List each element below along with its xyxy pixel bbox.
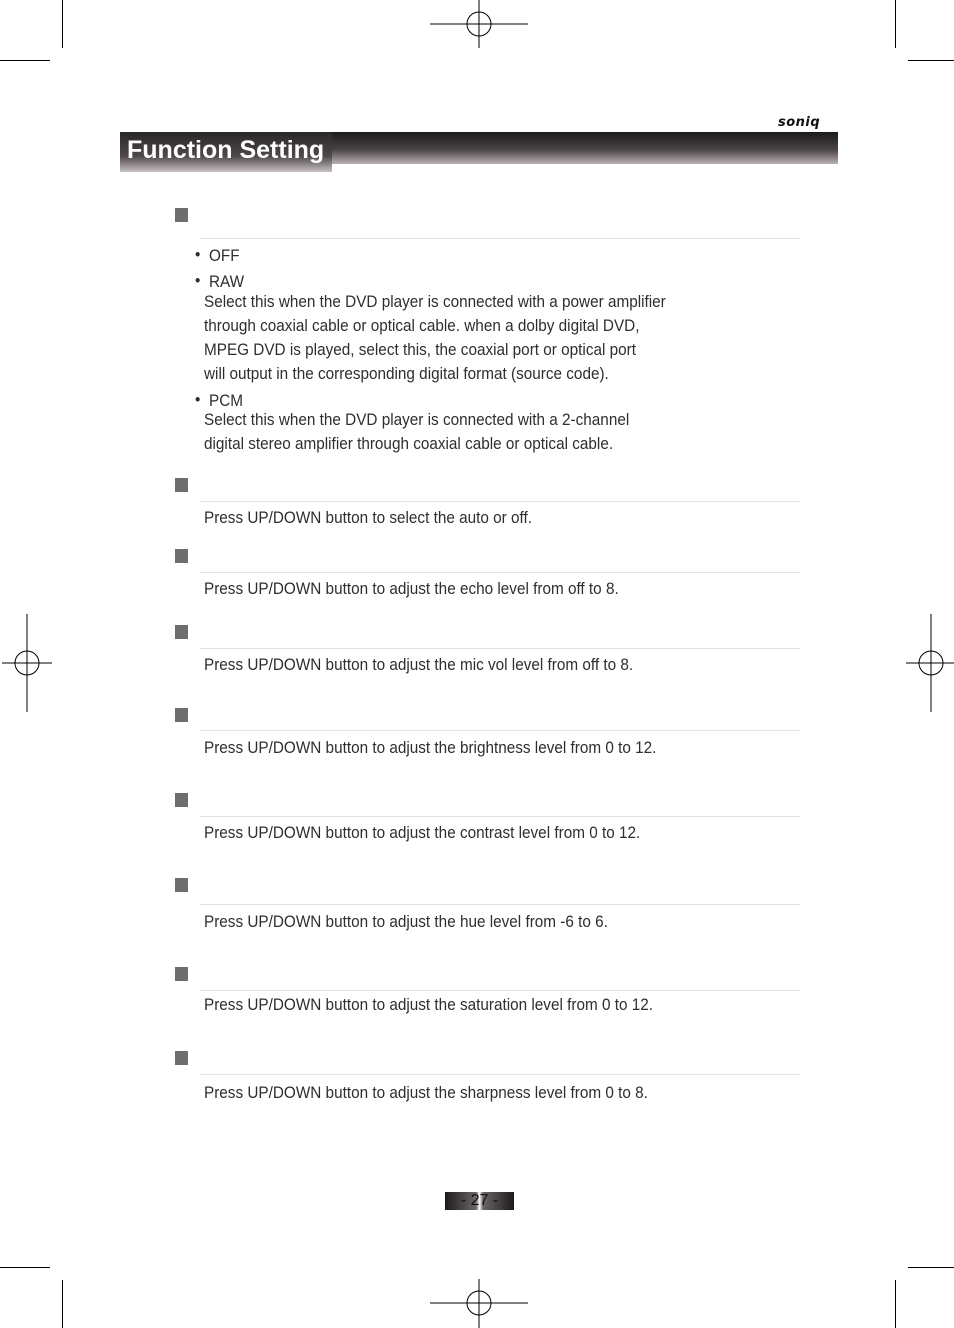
brand-logo: soniq	[778, 115, 821, 130]
option-label: PCM	[209, 391, 244, 410]
section-marker	[175, 478, 188, 492]
item-description: Press UP/DOWN button to adjust the saturation level from 0 to 12.	[204, 995, 654, 1014]
page-number-badge	[445, 1192, 514, 1210]
option-description: MPEG DVD is played, select this, the coaxial port or optical port	[204, 340, 636, 359]
item-description: Press UP/DOWN button to adjust the contrast level from 0 to 12.	[204, 823, 641, 842]
registration-mark-icon	[430, 1279, 530, 1328]
crop-mark	[908, 1267, 954, 1268]
option-bullet: •	[195, 390, 201, 409]
divider	[200, 730, 800, 731]
option-label: OFF	[209, 246, 240, 265]
option-bullet: •	[195, 271, 201, 290]
section-marker	[175, 549, 188, 563]
registration-mark-icon	[906, 614, 954, 712]
section-banner	[120, 132, 838, 172]
option-description: Select this when the DVD player is connected with a power amplifier	[204, 292, 666, 311]
item-description: Press UP/DOWN button to adjust the sharpness level from 0 to 8.	[204, 1083, 648, 1102]
page-title: Function Setting	[127, 136, 325, 164]
divider	[200, 816, 800, 817]
divider	[200, 501, 800, 502]
divider	[200, 990, 800, 991]
crop-mark	[895, 0, 896, 48]
option-bullet: •	[195, 245, 201, 264]
crop-mark	[0, 1267, 50, 1268]
option-label: RAW	[209, 272, 245, 291]
divider	[200, 238, 800, 239]
item-description: Press UP/DOWN button to adjust the hue level from -6 to 6.	[204, 912, 608, 931]
registration-mark-icon	[430, 0, 530, 50]
divider	[200, 572, 800, 573]
registration-mark-icon	[2, 614, 52, 712]
section-marker	[175, 967, 188, 981]
divider	[200, 648, 800, 649]
crop-mark	[0, 60, 50, 61]
crop-mark	[908, 60, 954, 61]
page-number: - 27 -	[460, 1192, 499, 1209]
crop-mark	[62, 1280, 63, 1328]
option-description: digital stereo amplifier through coaxial cable or optical cable.	[204, 434, 614, 453]
section-marker	[175, 1051, 188, 1065]
crop-mark	[62, 0, 63, 48]
section-marker	[175, 625, 188, 639]
section-marker	[175, 878, 188, 892]
crop-mark	[895, 1280, 896, 1328]
option-description: will output in the corresponding digital format (source code).	[204, 364, 609, 383]
item-description: Press UP/DOWN button to adjust the brightness level from 0 to 12.	[204, 738, 657, 757]
divider	[200, 1074, 800, 1075]
item-description: Press UP/DOWN button to adjust the mic vol level from off to 8.	[204, 655, 634, 674]
item-description: Press UP/DOWN button to adjust the echo level from off to 8.	[204, 579, 619, 598]
section-marker	[175, 208, 188, 222]
divider	[200, 904, 800, 905]
banner-bar	[332, 132, 838, 164]
banner-title-box	[120, 132, 332, 172]
option-description: through coaxial cable or optical cable. when a dolby digital DVD,	[204, 316, 640, 335]
item-description: Press UP/DOWN button to select the auto or off.	[204, 508, 532, 527]
option-description: Select this when the DVD player is connected with a 2-channel	[204, 410, 630, 429]
section-marker	[175, 793, 188, 807]
section-marker	[175, 708, 188, 722]
